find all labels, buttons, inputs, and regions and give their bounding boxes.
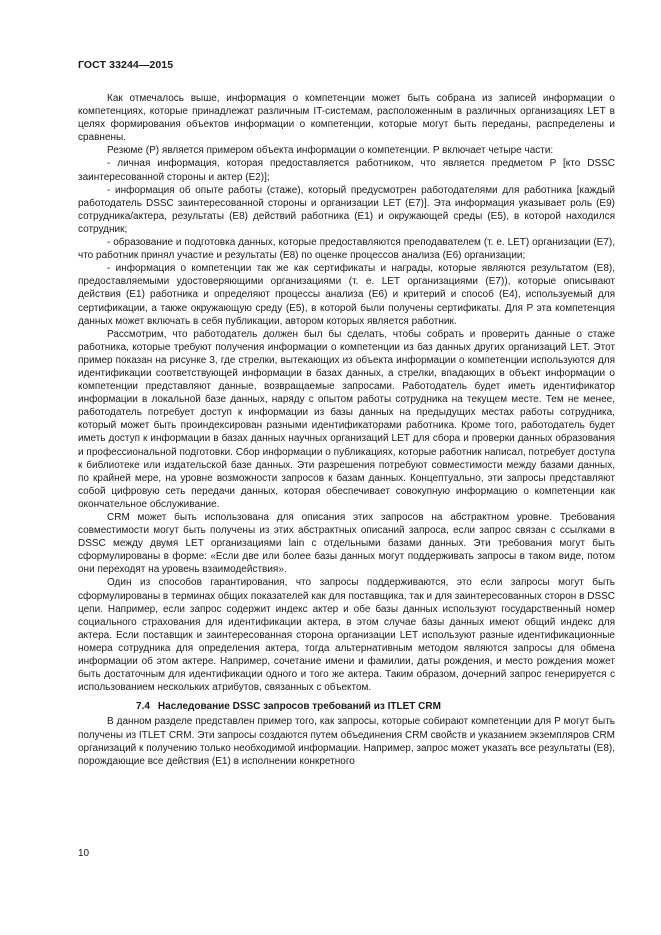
list-item: - информация об опыте работы (стаже), который предусмотрен работодателями для работника [каждый работодатель DSSC заинтересованной стороны и организации LET (E7)]. Эта информация указывает роль (E9) сотрудника/актера, результаты (E8) действий работника (E1) и окружающей среды (E5), в которой находился сотрудник; bbox=[78, 184, 615, 235]
paragraph: Рассмотрим, что работодатель должен был бы сделать, чтобы собрать и проверить данные о стаже работника, которые требуют получения информации о компетенции из баз данных других организаций LET. Этот пример показан на рисунке 3, где стрелки, вытекающих из объекта информации о компетенции используются для идентификации соответствующей информации в базах данных, а стрелки, впадающих в объект информации о компетенции представляют данные, возвращаемые запросами. Работодатель будет иметь идентификатор информации в локальной базе данных, наряду с опытом работы сотрудника на текущем месте. Тем не менее, работодатель потребует доступ к информации из базы данных на предыдущих местах работы сотрудника, который может быть проиндексирован разными идентификаторами работника. Кроме того, работодатель будет иметь доступ к информации в базах данных научных организаций LET для сбора и проверки данных образования и профессиональной подготовки. Сбор информации о публикациях, которые работник написал, потребует доступа к библиотеке или издательской базе данных. Эти разрешения потребуют совместимости между базами данных, по крайней мере, на уровне возможности запросов к базам данных. Концептуально, эти запросы представляют собой цифровую сеть передачи данных, которая обеспечивает совокупную информацию о компетенции как окончательное обслуживание. bbox=[78, 328, 615, 510]
list-item: - личная информация, которая предоставляется работником, что является предметом P [кто DSSC заинтересованной стороны и актер (E2)]; bbox=[78, 158, 615, 183]
section-title: Наследование DSSC запросов требований из ITLET CRM bbox=[157, 701, 441, 713]
standard-header: ГОСТ 33244—2015 bbox=[78, 59, 174, 71]
paragraph: CRM может быть использована для описания этих запросов на абстрактном уровне. Требования совместимости могут быть получены из этих абстрактных описаний запроса, если запрос связан с ссылками в DSSC между двумя LET организациями lain с отдельными базами данных. Эти требования могут быть сформулированы в форме: «Если две или более базы данных могут поддерживать запросы в таком виде, потом они переходят на уровень взаимодействия». bbox=[78, 512, 615, 576]
list-item: - информация о компетенции так же как сертификаты и награды, которые являются результатом (E8), предоставляемыми удостоверяющими организациями (т. е. LET организациями (E7)), которые описывают действия (E1) работника и определяют процессы анализа (E6) и критерий и способ (E4), используемый для сертификации, а также окружающую среду (E5), в которой были получены сертификаты. Для P эта компетенция данных может включать в себя публикации, автором которых является работник. bbox=[78, 263, 615, 327]
page-number: 10 bbox=[78, 848, 90, 859]
paragraph: В данном разделе представлен пример того, как запросы, которые собирают компетенции для P могут быть получены из ITLET CRM. Эти запросы создаются путем объединения CRM свойств и указанием экземпляров CRM организаций к получению только необходимой информации. Например, запрос может указать все результаты (E8), порождающие все действия (E1) в исполнении конкретного bbox=[78, 716, 615, 767]
list-item: - образование и подготовка данных, которые предоставляются преподавателем (т. е. LET) организации (E7), что работник принял участие и результаты (E8) по оценке процессов анализа (E6) организации; bbox=[78, 237, 615, 262]
section-heading bbox=[78, 700, 615, 713]
section-number: 7.4 bbox=[136, 701, 150, 713]
paragraph: Резюме (P) является примером объекта информации о компетенции. P включает четыре части: bbox=[107, 145, 554, 157]
paragraph: Один из способов гарантирования, что запросы поддерживаются, это если запросы могут быть сформулированы в терминах общих показателей как для поставщика, так и для заинтересованных сторон в DSSC цепи. Например, если запрос содержит индекс актер и обе базы данных используют государственный номер социального страхования для идентификации актера, в этом случае базы данных имеют общий индекс для актера. Если поставщик и заинтересованная сторона организации LET используют разные идентификационные номера сотрудника для определения актера, тогда альтернативным методом являются запросы для обмена информации об этом актере. Например, сочетание имени и фамилии, даты рождения, и место рождения может быть достаточным для идентификации одного и того же актера. Таким образом, дочерний запрос генерируется с использованием нескольких атрибутов, связанных с объектом. bbox=[78, 577, 615, 694]
paragraph: Как отмечалось выше, информация о компетенции может быть собрана из записей информации о компетенциях, которые принадлежат различным IT-системам, расположенным в различных организациях LET в целях формирования объектов информации о компетенции, которые могут быть переданы, распределены и сравнены. bbox=[78, 93, 615, 144]
document-body bbox=[78, 92, 615, 768]
